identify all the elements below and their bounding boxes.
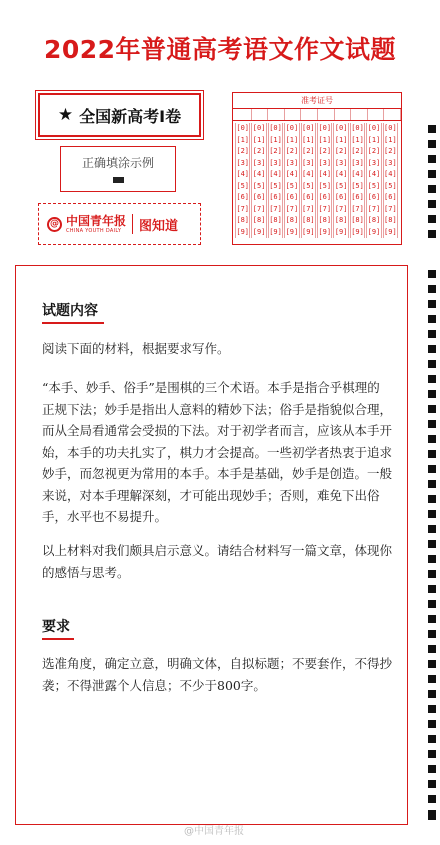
exam-id-digit-cell: [5]	[318, 181, 332, 190]
exam-id-digit-cell: [1]	[302, 135, 315, 144]
edge-mark	[428, 405, 436, 413]
exam-id-digit-cell: [4]	[285, 170, 299, 178]
exam-id-digit-cell: [7]	[236, 204, 250, 213]
edge-mark	[428, 540, 436, 548]
exam-id-digit-cell: [4]	[318, 170, 332, 178]
edge-mark	[428, 375, 436, 383]
exam-id-digit-cell: [5]	[334, 181, 348, 190]
exam-id-columns	[233, 121, 401, 238]
exam-id-digit-cell: [7]	[334, 204, 348, 213]
exam-id-digit-cell: [4]	[351, 170, 364, 178]
exam-id-digit-cell: [2]	[384, 147, 397, 155]
edge-mark	[428, 465, 436, 473]
exam-id-digit-cell: [0]	[367, 124, 381, 132]
exam-id-digit-cell: [2]	[334, 147, 348, 155]
exam-id-digit-slot	[351, 109, 368, 120]
exam-id-digit-cell: [2]	[252, 147, 266, 155]
edge-mark	[428, 270, 436, 278]
exam-id-digit-cell: [7]	[318, 204, 332, 213]
exam-id-digit-cell: [1]	[252, 135, 266, 144]
edge-mark	[428, 600, 436, 608]
exam-id-digit-cell: [6]	[252, 193, 266, 201]
section-underline	[42, 638, 74, 640]
exam-id-digit-cell: [9]	[285, 227, 299, 236]
exam-id-digit-cell: [1]	[351, 135, 364, 144]
exam-id-digit-cell: [4]	[236, 170, 250, 178]
exam-id-digit-slot	[335, 109, 352, 120]
edge-mark	[428, 630, 436, 638]
exam-id-digit-slot	[301, 109, 318, 120]
exam-id-digit-cell: [1]	[236, 135, 250, 144]
exam-id-digit-cell: [1]	[384, 135, 397, 144]
exam-id-digit-cell: [5]	[269, 181, 282, 190]
exam-id-digit-cell: [3]	[269, 158, 282, 167]
exam-id-digit-cell: [7]	[302, 204, 315, 213]
edge-mark	[428, 510, 436, 518]
exam-id-digit-cell: [2]	[302, 147, 315, 155]
edge-mark	[428, 780, 436, 788]
edge-mark	[428, 495, 436, 503]
exam-id-digit-cell: [0]	[302, 124, 315, 132]
exam-id-digit-cell: [0]	[334, 124, 348, 132]
fill-sample-box	[60, 146, 176, 192]
exam-id-digit-cell: [1]	[367, 135, 381, 144]
exam-id-digit-cell: [1]	[269, 135, 282, 144]
edge-mark	[428, 690, 436, 698]
exam-id-digit-cell: [7]	[384, 204, 397, 213]
exam-id-digit-cell: [9]	[252, 227, 266, 236]
exam-id-digit-cell: [2]	[351, 147, 364, 155]
edge-mark	[428, 170, 436, 178]
exam-label-box	[38, 93, 201, 137]
edge-mark	[428, 525, 436, 533]
exam-id-digit-cell: [5]	[302, 181, 315, 190]
exam-id-grid	[232, 92, 402, 245]
exam-id-digit-cell: [6]	[384, 193, 397, 201]
exam-id-digit-slot	[368, 109, 385, 120]
exam-id-digit-cell: [5]	[236, 181, 250, 190]
edge-mark	[428, 570, 436, 578]
edge-mark	[428, 330, 436, 338]
exam-id-digit-cell: [9]	[351, 227, 364, 236]
prompt-paragraph: 以上材料对我们颇具启示意义。请结合材料写一篇文章，体现你的感悟与思考。	[42, 543, 393, 580]
exam-id-digit-cell: [8]	[351, 216, 364, 224]
exam-id-digit-cell: [0]	[252, 124, 266, 132]
exam-id-digit-cell: [3]	[367, 158, 381, 167]
exam-id-digit-cell: [5]	[367, 181, 381, 190]
edge-mark	[428, 420, 436, 428]
publisher-logo	[38, 203, 201, 245]
exam-id-digit-cell: [5]	[351, 181, 364, 190]
edge-mark	[428, 720, 436, 728]
edge-mark	[428, 315, 436, 323]
exam-id-digit-cell: [2]	[318, 147, 332, 155]
exam-id-digit-cell: [6]	[302, 193, 315, 201]
edge-mark	[428, 140, 436, 148]
material-paragraph: “本手、妙手、俗手”是围棋的三个术语。本手是指合乎棋理的正规下法；妙手是指出人意料的精妙下法；俗手是指貌似合理，而从全局看通常会受损的下法。对于初学者而言，应该从本手开始，本手的功夫扎实了，棋力才会提高。一些初学者热衷于追求妙手，而忽视更为常用的本手。本手是基础，妙手是创造。一般来说，对本手理解深刻，才可能出现妙手；否则，难免下出俗手，水平也不易提升。	[42, 380, 393, 524]
exam-id-digit-cell: [6]	[285, 193, 299, 201]
exam-id-digit-cell: [2]	[367, 147, 381, 155]
exam-id-digit-cell: [3]	[252, 158, 266, 167]
edge-mark	[428, 675, 436, 683]
logo-sub-brand: 图知道	[139, 218, 179, 234]
edge-mark	[428, 585, 436, 593]
exam-id-digit-cell: [0]	[236, 124, 250, 132]
edge-mark	[428, 285, 436, 293]
exam-id-column	[317, 123, 332, 238]
edge-mark	[428, 645, 436, 653]
exam-id-digit-cell: [1]	[285, 135, 299, 144]
exam-id-digit-cell: [3]	[351, 158, 364, 167]
exam-id-digit-slot	[268, 109, 285, 120]
exam-id-column	[251, 123, 266, 238]
exam-id-digit-cell: [3]	[285, 158, 299, 167]
exam-id-digit-cell: [6]	[367, 193, 381, 201]
exam-id-digit-cell: [7]	[351, 204, 364, 213]
exam-id-digit-cell: [8]	[384, 216, 397, 224]
edge-mark	[428, 750, 436, 758]
section-title-content: 试题内容	[42, 303, 98, 319]
exam-id-digit-slot	[384, 109, 401, 120]
exam-id-column	[333, 123, 348, 238]
logo-divider	[132, 214, 133, 234]
exam-id-digit-cell: [9]	[384, 227, 397, 236]
page-title: 2022年普通高考语文作文试题	[43, 35, 397, 64]
exam-id-digit-cell: [8]	[236, 216, 250, 224]
star-icon: ★	[57, 105, 74, 125]
edge-mark	[428, 705, 436, 713]
edge-mark	[428, 345, 436, 353]
watermark: @中国青年报	[184, 826, 244, 837]
exam-id-digit-cell: [8]	[318, 216, 332, 224]
edge-mark	[428, 200, 436, 208]
exam-id-column	[268, 123, 283, 238]
exam-id-digit-cell: [1]	[334, 135, 348, 144]
exam-id-digit-cell: [0]	[269, 124, 282, 132]
exam-label-text: 全国新高考Ⅰ卷	[79, 106, 182, 126]
exam-id-digit-cell: [3]	[384, 158, 397, 167]
exam-id-digit-cell: [5]	[285, 181, 299, 190]
exam-id-digit-cell: [2]	[236, 147, 250, 155]
exam-id-digit-cell: [1]	[318, 135, 332, 144]
intro-paragraph: 阅读下面的材料，根据要求写作。	[42, 341, 230, 356]
exam-id-column	[284, 123, 299, 238]
exam-id-digit-cell: [8]	[285, 216, 299, 224]
edge-mark	[428, 450, 436, 458]
edge-mark	[428, 735, 436, 743]
exam-id-digit-cell: [3]	[334, 158, 348, 167]
exam-id-digit-cell: [4]	[252, 170, 266, 178]
exam-id-digit-slot	[318, 109, 335, 120]
exam-id-digit-cell: [6]	[318, 193, 332, 201]
exam-id-column	[350, 123, 365, 238]
exam-id-digit-cell: [9]	[269, 227, 282, 236]
exam-id-digit-cell: [5]	[252, 181, 266, 190]
exam-id-digit-slot	[235, 109, 252, 120]
exam-id-digit-cell: [4]	[334, 170, 348, 178]
edge-mark	[428, 480, 436, 488]
exam-id-digit-cell: [9]	[334, 227, 348, 236]
exam-id-digit-cell: [0]	[318, 124, 332, 132]
exam-id-input-row	[233, 109, 401, 121]
exam-id-digit-cell: [0]	[285, 124, 299, 132]
exam-id-digit-cell: [8]	[252, 216, 266, 224]
edge-mark	[428, 390, 436, 398]
edge-mark	[428, 125, 436, 133]
exam-id-digit-cell: [8]	[334, 216, 348, 224]
exam-id-digit-slot	[285, 109, 302, 120]
exam-id-digit-cell: [8]	[367, 216, 381, 224]
edge-mark	[428, 360, 436, 368]
exam-id-digit-cell: [0]	[351, 124, 364, 132]
exam-id-digit-cell: [9]	[318, 227, 332, 236]
exam-id-digit-cell: [7]	[285, 204, 299, 213]
edge-mark	[428, 155, 436, 163]
at-logo-icon: @	[47, 217, 62, 232]
exam-id-digit-cell: [3]	[236, 158, 250, 167]
exam-id-digit-cell: [0]	[384, 124, 397, 132]
edge-mark	[428, 230, 436, 238]
edge-mark	[428, 215, 436, 223]
exam-id-digit-cell: [7]	[252, 204, 266, 213]
exam-id-digit-cell: [7]	[269, 204, 282, 213]
edge-mark	[428, 435, 436, 443]
exam-id-digit-cell: [5]	[384, 181, 397, 190]
exam-id-digit-cell: [3]	[318, 158, 332, 167]
exam-id-column	[383, 123, 398, 238]
exam-id-digit-cell: [6]	[236, 193, 250, 201]
edge-mark	[428, 795, 436, 803]
exam-id-digit-cell: [8]	[269, 216, 282, 224]
exam-id-digit-slot	[252, 109, 269, 120]
exam-id-column	[235, 123, 250, 238]
exam-id-digit-cell: [8]	[302, 216, 315, 224]
exam-id-digit-cell: [9]	[302, 227, 315, 236]
exam-id-digit-cell: [2]	[269, 147, 282, 155]
exam-id-header: 准考证号	[233, 93, 401, 109]
exam-id-digit-cell: [2]	[285, 147, 299, 155]
exam-id-column	[366, 123, 381, 238]
exam-id-digit-cell: [9]	[236, 227, 250, 236]
section-title-requirements: 要求	[42, 619, 70, 635]
exam-id-digit-cell: [4]	[367, 170, 381, 178]
requirements-paragraph: 选准角度，确定立意，明确文体，自拟标题；不要套作，不得抄袭；不得泄露个人信息；不少于800字。	[42, 656, 393, 693]
edge-mark	[428, 555, 436, 563]
exam-id-digit-cell: [4]	[384, 170, 397, 178]
fill-sample-mark	[113, 177, 124, 183]
exam-id-digit-cell: [6]	[334, 193, 348, 201]
edge-mark	[428, 300, 436, 308]
logo-name-en: CHINA YOUTH DAILY	[66, 227, 122, 234]
edge-mark	[428, 185, 436, 193]
edge-mark	[428, 615, 436, 623]
exam-id-digit-cell: [4]	[269, 170, 282, 178]
edge-mark	[428, 810, 436, 820]
edge-mark	[428, 765, 436, 773]
edge-mark	[428, 660, 436, 668]
logo-name-cn: 中国青年报	[66, 213, 127, 228]
exam-id-column	[301, 123, 316, 238]
fill-sample-text: 正确填涂示例	[81, 156, 154, 170]
exam-id-digit-cell: [9]	[367, 227, 381, 236]
exam-id-digit-cell: [4]	[302, 170, 315, 178]
section-underline	[42, 322, 104, 324]
exam-id-digit-cell: [6]	[269, 193, 282, 201]
exam-id-digit-cell: [7]	[367, 204, 381, 213]
exam-id-digit-cell: [3]	[302, 158, 315, 167]
exam-id-digit-cell: [6]	[351, 193, 364, 201]
